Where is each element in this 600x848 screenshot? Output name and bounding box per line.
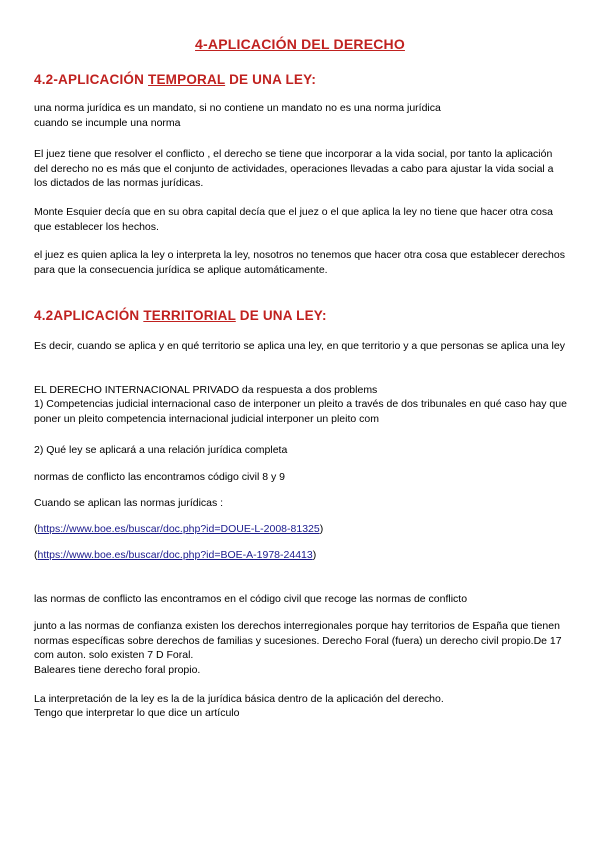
heading-text: DE UNA LEY: [235, 308, 327, 323]
text-line: una norma jurídica es un mandato, si no contiene un mandato no es una norma jurídica [34, 102, 441, 114]
section-heading-territorial [34, 308, 568, 323]
boe-link[interactable]: https://www.boe.es/buscar/doc.php?id=BOE-A-1978-24413 [37, 549, 313, 561]
paragraph: Cuando se aplican las normas jurídicas : [34, 497, 224, 509]
list-item: 2) Qué ley se aplicará a una relación jurídica completa [34, 444, 288, 456]
boe-link[interactable]: https://www.boe.es/buscar/doc.php?id=DOUE-L-2008-81325 [37, 523, 320, 535]
section-heading-temporal [34, 72, 568, 87]
paragraph: EL DERECHO INTERNACIONAL PRIVADO da respuesta a dos problems [34, 384, 378, 396]
list-item: 1) Competencias judicial internacional caso de interponer un pleito a través de dos tribunales en qué caso hay que poner un pleito competencia internacional judicial interponer un pleito com [34, 398, 567, 425]
paragraph: el juez es quien aplica la ley o interpreta la ley, nosotros no tenemos que hacer otra cosa que establecer derechos para que la consecuencia jurídica se aplique automáticamente. [34, 249, 565, 276]
heading-text: DE UNA LEY: [225, 72, 317, 87]
paragraph: las normas de conflicto las encontramos en el código civil que recoge las normas de conflicto [34, 593, 468, 605]
paragraph: Monte Esquier decía que en su obra capital decía que el juez o el que aplica la ley no tiene que hacer otra cosa que establecer los hechos. [34, 206, 553, 233]
paragraph: Es decir, cuando se aplica y en qué territorio se aplica una ley, en que territorio y a que personas se aplica una ley [34, 340, 565, 352]
text-line: cuando se incumple una norma [34, 116, 181, 129]
paragraph: La interpretación de la ley es la de la jurídica básica dentro de la aplicación del derecho. [34, 693, 444, 705]
paragraph: normas de conflicto las encontramos código civil 8 y 9 [34, 471, 285, 483]
page-title: 4-APLICACIÓN DEL DERECHO [195, 36, 405, 52]
heading-underlined-word: TERRITORIAL [143, 308, 236, 323]
heading-text: 4.2-APLICACIÓN [34, 72, 149, 87]
paragraph: El juez tiene que resolver el conflicto , el derecho se tiene que incorporar a la vida social, por tanto la aplicación del derecho no es más que el conjunto de actividades, operaciones llevadas a cabo para ajustar la vida social a los dictados de las normas jurídicas. [34, 148, 554, 189]
link-paragraph: (https://www.boe.es/buscar/doc.php?id=DOUE-L-2008-81325) [34, 523, 324, 535]
heading-underlined-word: TEMPORAL [148, 72, 226, 87]
paragraph: Baleares tiene derecho foral propio. [34, 664, 201, 676]
heading-text: 4.2APLICACIÓN [34, 308, 144, 323]
paragraph: junto a las normas de confianza existen los derechos interregionales porque hay territorios de España que tienen normas específicas sobre derechos de familias y sucesiones. Derecho Foral (fuera) un derecho civil propio.De 17 com auton. solo existen 7 D Foral. [34, 620, 562, 661]
paragraph: Tengo que interpretar lo que dice un artículo [34, 707, 240, 719]
paragraph [34, 101, 568, 130]
link-paragraph: (https://www.boe.es/buscar/doc.php?id=BOE-A-1978-24413) [34, 549, 317, 561]
